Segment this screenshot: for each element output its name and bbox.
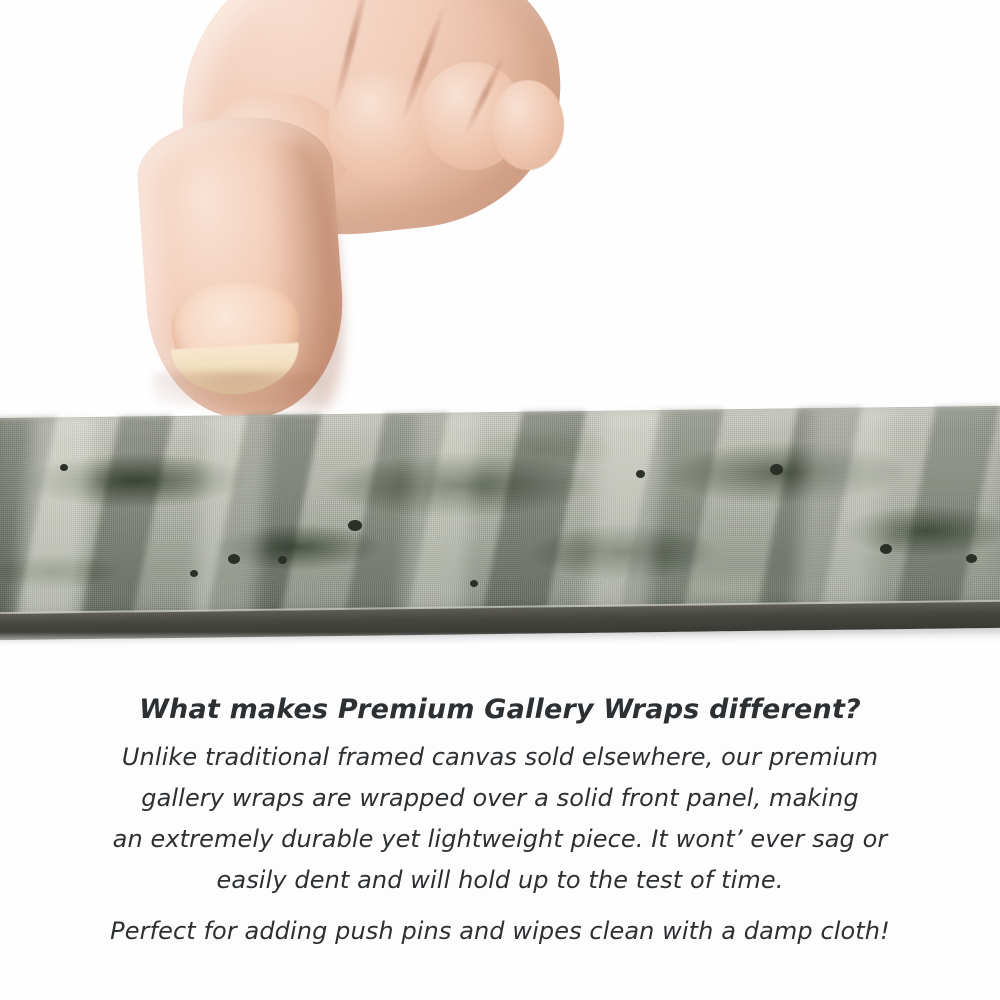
caption-headline: What makes Premium Gallery Wraps different?	[139, 694, 861, 725]
canvas-light-streaks	[0, 406, 1000, 632]
photo-bottom-fade	[0, 632, 1000, 648]
caption-line: gallery wraps are wrapped over a solid front panel, making	[141, 784, 859, 812]
canvas-speck	[228, 554, 240, 564]
caption-line: Unlike traditional framed canvas sold elsewhere, our premium	[121, 743, 879, 771]
caption-line: easily dent and will hold up to the test of time.	[216, 866, 784, 894]
canvas-speck	[60, 464, 68, 471]
canvas-speck	[880, 544, 892, 554]
canvas-speck	[190, 570, 198, 577]
hand-pressing-canvas	[120, 0, 560, 442]
caption-last-line: Perfect for adding push pins and wipes clean with a damp cloth!	[110, 917, 890, 945]
gallery-wrap-canvas-edge	[0, 404, 1000, 648]
canvas-speck	[348, 520, 362, 531]
canvas-speck	[770, 464, 783, 475]
canvas-speck	[636, 470, 645, 478]
caption-line: an extremely durable yet lightweight piece. It wont’ ever sag or	[112, 825, 888, 853]
canvas-speck	[470, 580, 478, 587]
canvas-speck	[278, 556, 287, 564]
canvas-speck	[966, 554, 977, 563]
knuckle-lump	[492, 80, 564, 170]
caption-block	[0, 694, 1000, 952]
fingertip-contact-shadow	[154, 372, 326, 406]
